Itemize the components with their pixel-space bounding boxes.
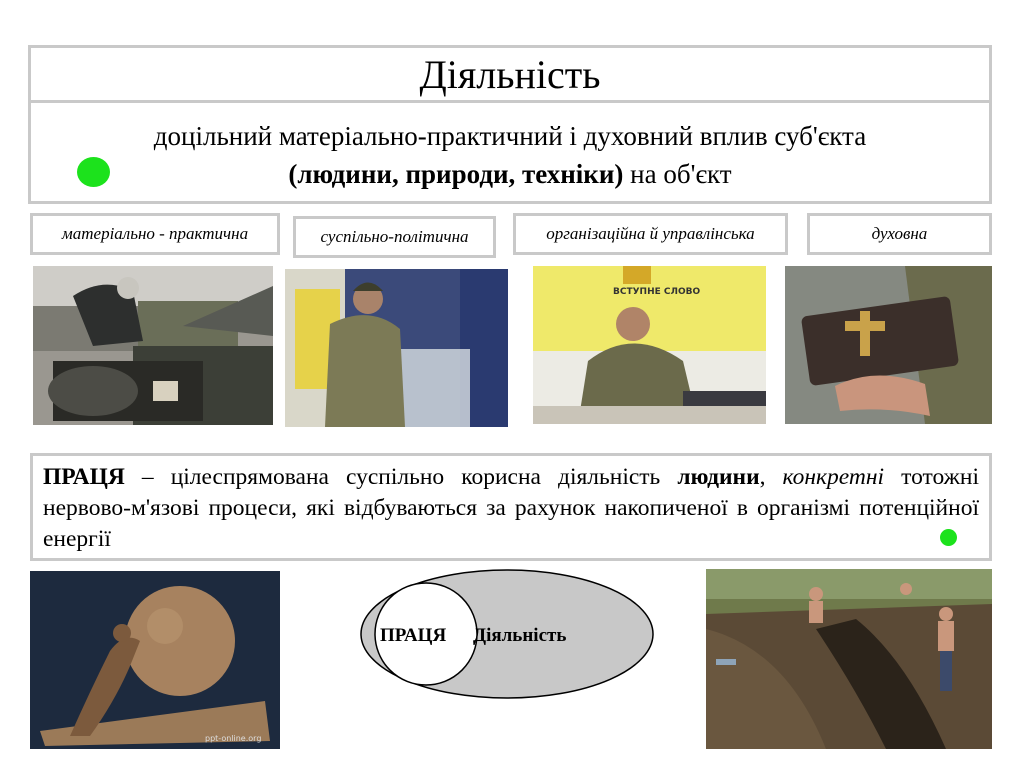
category-material-practical: матеріально - практична: [30, 213, 280, 255]
labour-definition-box: ПРАЦЯ – цілеспрямована суспільно корисна діяльність людини, конкретні тотожні нервово-м'язові процеси, які відбуваються за рахунок накопиченої в організмі потенційної енергії: [30, 453, 992, 561]
photo-general-speech: [533, 266, 766, 424]
title-text: Діяльність: [419, 52, 601, 97]
definition-tail: на об'єкт: [623, 159, 732, 189]
photo-sisyphus-sculpture: [30, 571, 280, 749]
banner-text: ВСТУПНЕ СЛОВО: [613, 287, 701, 297]
labour-specific: конкретні: [782, 464, 885, 490]
watermark-text: ppt-online.org: [205, 734, 262, 743]
definition-line2: [31, 155, 989, 193]
green-dot-marker-small: [940, 529, 957, 546]
photo-soldier-voting: [285, 269, 508, 427]
venn-diagram: [358, 567, 656, 708]
definition-subjects: (людини, природи, техніки): [288, 159, 624, 189]
photo-trench-digging: [706, 569, 992, 749]
venn-inner-label: ПРАЦЯ: [380, 625, 447, 646]
category-socio-political: суспільно-політична: [293, 216, 496, 258]
labour-term: ПРАЦЯ: [43, 464, 125, 490]
category-organizational: організаційна й управлінська: [513, 213, 788, 255]
venn-outer-label: Діяльність: [473, 625, 567, 646]
category-spiritual: духовна: [807, 213, 992, 255]
slide-title: [28, 45, 992, 103]
green-dot-marker: [77, 157, 110, 187]
photo-soldier-repair: [33, 266, 273, 425]
definition-line1: доцільний матеріально-практичний і духовний вплив суб'єкта: [153, 121, 867, 151]
definition-box: [28, 100, 992, 204]
labour-subject: людини: [677, 464, 760, 490]
photo-bible-hands: [785, 266, 992, 424]
